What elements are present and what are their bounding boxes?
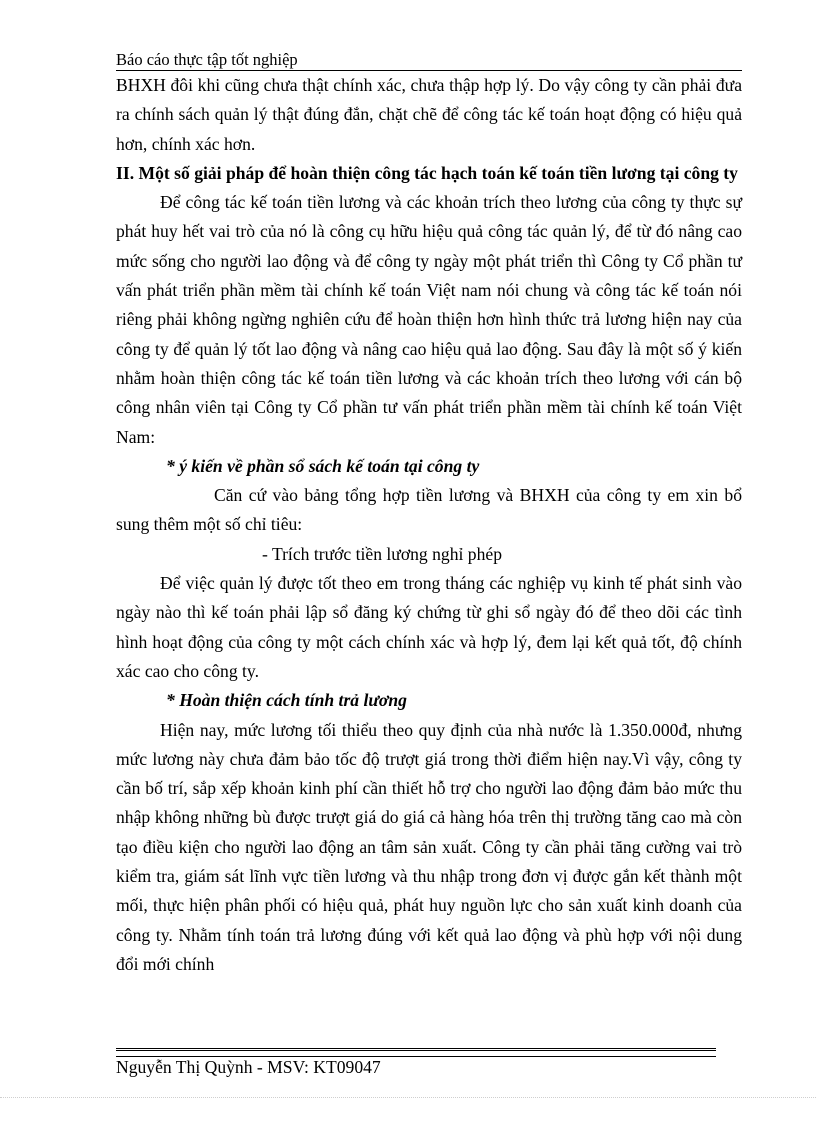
paragraph-register: Để việc quản lý được tốt theo em trong tháng các nghiệp vụ kinh tế phát sinh vào ngày nào thì kế toán phải lập sổ đăng ký chứng từ ghi sổ ngày đó để theo dõi các tình hình hoạt động của công ty một cách chính xác và hợp lý, đem lại kết quả tốt, độ chính xác cao cho công ty. [116,573,742,681]
subheading-books: * ý kiến về phần sổ sách kế toán tại công ty [166,455,480,476]
page-bottom-divider [0,1097,816,1098]
paragraph-books: Căn cứ vào bảng tổng hợp tiền lương và BHXH của công ty em xin bổ sung thêm một số chỉ tiêu: [116,485,742,535]
paragraph-intro: Để công tác kế toán tiền lương và các khoản trích theo lương của công ty thực sự phát huy hết vai trò của nó là công cụ hữu hiệu quả công tác quản lý, để từ đó nâng cao mức sống cho người lao động và để công ty ngày một phát triển thì Công ty Cổ phần tư vấn phát triển phần mềm tài chính kế toán Việt nam nói chung và công tác kế toán nói riêng phải không ngừng nghiên cứu để hoàn thiện hơn hình thức trả lương hiện nay của công ty để quản lý tốt lao động và nâng cao hiệu quả lao động. Sau đây là một số ý kiến nhằm hoàn thiện công tác kế toán tiền lương và các khoản trích theo lương với cán bộ công nhân viên tại Công ty Cổ phần tư vấn phát triển phần mềm tài chính kế toán Việt Nam: [116,192,742,447]
page-footer: Nguyễn Thị Quỳnh - MSV: KT09047 [116,1057,381,1077]
section-heading: II. Một số giải pháp để hoàn thiện công tác hạch toán kế toán tiền lương tại công ty [116,162,738,183]
page-header: Báo cáo thực tập tốt nghiệp [116,50,742,71]
paragraph-continuation: BHXH đôi khi cũng chưa thật chính xác, chưa thập hợp lý. Do vậy công ty cần phải đưa ra chính sách quản lý thật đúng đắn, chặt chẽ để công tác kế toán hoạt động có hiệu quả hơn, chính xác hơn. [116,75,742,154]
subheading-wage: * Hoàn thiện cách tính trả lương [166,690,407,711]
document-body [116,71,742,979]
list-item: - Trích trước tiền lương nghỉ phép [262,543,502,564]
paragraph-wage: Hiện nay, mức lương tối thiểu theo quy định của nhà nước là 1.350.000đ, nhưng mức lương này chưa đảm bảo tốc độ trượt giá trong thời điểm hiện nay.Vì vậy, công ty cần bố trí, sắp xếp khoản kinh phí cần thiết hỗ trợ cho người lao động đảm bảo mức thu nhập không những bù được trượt giá do giá cả hàng hóa trên thị trường tăng cao mà còn tạo điều kiện cho người lao động an tâm sản xuất. Công ty cần phải tăng cường vai trò kiểm tra, giám sát lĩnh vực tiền lương và thu nhập trong đơn vị được gắn kết thành một mối, thực hiện phân phối có hiệu quả, phát huy nguồn lực cho sản xuất kinh doanh của công ty. Nhằm tính toán trả lương đúng với kết quả lao động và phù hợp với nội dung đổi mới chính [116,719,742,974]
